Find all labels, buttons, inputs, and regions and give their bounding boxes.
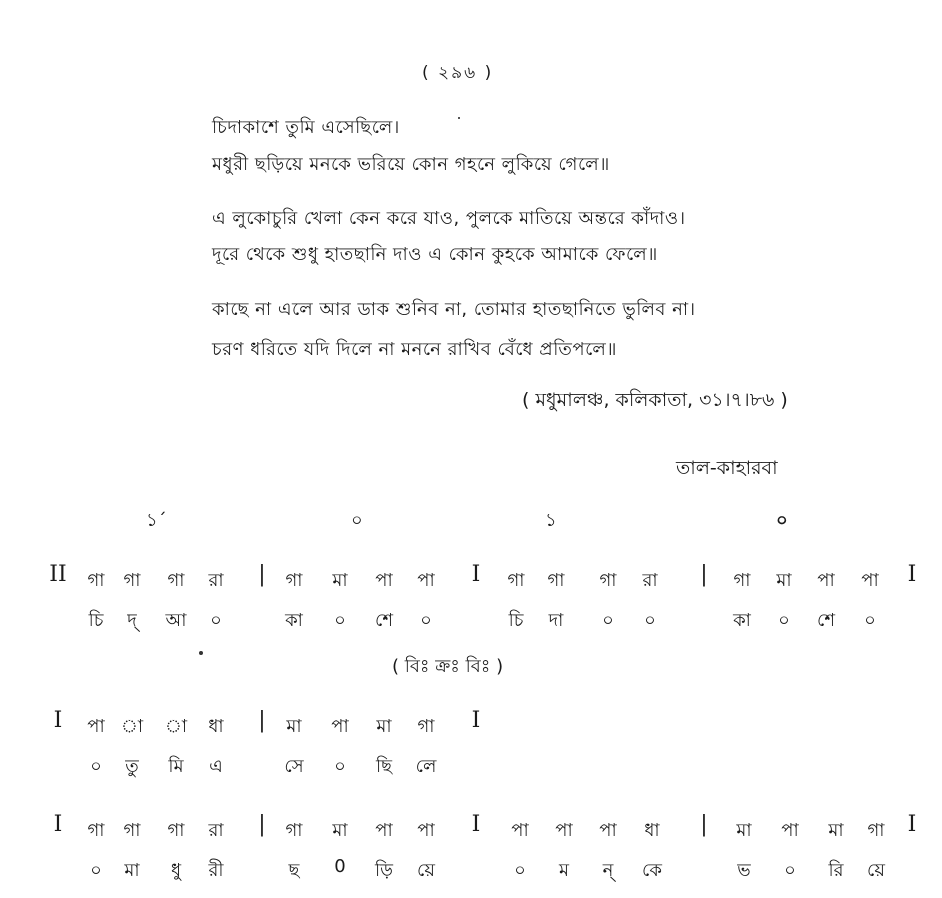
beat-mark-2: ০ [351,510,363,531]
bol-row3-7: ড়ি [375,860,393,881]
swara-row2-5: মা [286,716,302,737]
swara-row1-14: মা [776,570,792,591]
swara-row1-15: পা [817,570,835,591]
lyric-line-1: চিদাকাশে তুমি এসেছিলে। [212,117,400,138]
swara-row3-10: পা [555,820,573,841]
bol-row3-8: য়ে [417,860,435,881]
swara-row2-1: পা [87,716,105,737]
bol-row3-9: ০ [514,860,526,881]
swara-row1-6: মা [332,570,348,591]
swara-row1-13: গা [733,570,751,591]
swara-row3-8: পা [417,820,435,841]
lyric-line-5: কাছে না এলে আর ডাক শুনিব না, তোমার হাতছানিতে ভুলিব না। [212,299,696,320]
bol-row2-3: মি [168,756,184,777]
swara-row3-7: পা [375,820,393,841]
bol-row2-4: এ [209,756,223,777]
page-number: ( ২৯৬ ) [422,63,494,83]
bol-row1-4: ০ [210,610,222,631]
bol-row1-1: চি [88,610,104,631]
swara-row1-2: গা [123,570,141,591]
swara-row1-3: গা [167,570,185,591]
swara-row1-12: রা [642,570,658,591]
swara-row1-16: পা [861,570,879,591]
swara-row3-11: পা [599,820,617,841]
bol-row3-11: ন্ [602,860,614,881]
swara-row3-1: গা [87,820,105,841]
speck [458,117,460,119]
swara-row3-15: মা [828,820,844,841]
barline-row2-2: | [258,708,266,733]
bol-row1-12: ০ [644,610,656,631]
speck-dot [199,651,203,655]
swara-row2-6: পা [331,716,349,737]
swara-row1-5: গা [285,570,303,591]
bol-row3-4: রী [208,860,224,881]
bol-row3-12: কে [642,860,662,881]
swara-row1-8: পা [417,570,435,591]
barline-row3-1: I [53,812,63,837]
barline-row1-1: II [49,562,67,587]
swara-row2-7: মা [376,716,392,737]
barline-row1-3: I [471,562,481,587]
bol-row2-2: তু [125,756,139,777]
barline-row1-4: | [700,562,708,587]
swara-row1-11: গা [599,570,617,591]
bing-note: ( বিঃ ক্রঃ বিঃ ) [392,656,504,677]
barline-row3-2: | [258,812,266,837]
bol-row3-1: ০ [90,860,102,881]
barline-row2-1: I [53,708,63,733]
lyric-line-3: এ লুকোচুরি খেলা কেন করে যাও, পুলকে মাতিয়ে অন্তরে কাঁদাও। [212,208,686,229]
swara-row2-2: া [120,716,144,737]
barline-row3-4: | [700,812,708,837]
bol-row1-15: শে [817,610,835,631]
bol-row3-14: ০ [784,860,796,881]
barline-row1-2: | [258,562,266,587]
bol-row1-3: আ [165,610,187,631]
lyric-line-4: দূরে থেকে শুধু হাতছানি দাও এ কোন কুহকে আমাকে ফেলে॥ [212,244,658,265]
swara-row3-6: মা [332,820,348,841]
swara-row2-8: গা [417,716,435,737]
barline-row2-3: I [471,708,481,733]
tala-label: তাল-কাহারবা [676,457,778,479]
bol-row1-6: ০ [334,610,346,631]
swara-row3-2: গা [123,820,141,841]
beat-mark-4: ০ [776,510,788,531]
swara-row3-13: মা [736,820,752,841]
swara-row1-9: গা [507,570,525,591]
bol-row2-7: ছি [375,756,393,777]
swara-row2-4: ধা [208,716,224,737]
swara-row3-3: গা [167,820,185,841]
swara-row3-12: ধা [644,820,660,841]
bol-row2-8: লে [415,756,437,777]
lyric-line-2: মধুরী ছড়িয়ে মনকে ভরিয়ে কোন গহনে লুকিয়ে গেলে॥ [212,154,610,175]
barline-row1-5: I [907,562,917,587]
bol-row1-9: চি [508,610,524,631]
bol-row1-10: দা [548,610,564,631]
bol-row3-5: ছ [288,860,300,881]
bol-row1-2: দ্ [127,610,137,631]
beat-mark-3: ১ [545,510,557,531]
bol-row3-3: ধু [170,860,182,881]
swara-row3-9: পা [511,820,529,841]
bol-row1-13: কা [733,610,751,631]
bol-row1-7: শে [375,610,393,631]
swara-row2-3: া [164,716,188,737]
swara-row3-14: পা [781,820,799,841]
swara-row3-5: গা [285,820,303,841]
bol-row3-16: য়ে [867,860,885,881]
bol-row1-16: ০ [864,610,876,631]
barline-row3-3: I [471,812,481,837]
swara-row3-4: রা [208,820,224,841]
swara-row1-10: গা [547,570,565,591]
swara-row1-7: পা [375,570,393,591]
bol-row3-2: মা [124,860,140,881]
bol-row3-10: ম [559,860,569,881]
swara-row1-1: গা [87,570,105,591]
lyric-line-6: চরণ ধরিতে যদি দিলে না মননে রাখিব বেঁধে প্রতিপলে॥ [212,339,617,360]
bol-row1-5: কা [285,610,303,631]
composition-credit: ( মধুমালঞ্চ, কলিকাতা, ৩১।৭।৮৬ ) [522,389,788,411]
bol-row3-6: 0 [334,856,346,877]
beat-mark-1: ১´ [146,510,167,531]
bol-row1-11: ০ [602,610,614,631]
bol-row2-5: সে [284,756,304,777]
bol-row1-14: ০ [778,610,790,631]
barline-row3-5: I [907,812,917,837]
bol-row3-13: ভ [737,860,751,881]
swara-row3-16: গা [867,820,885,841]
swara-row1-4: রা [208,570,224,591]
bol-row2-1: ০ [90,756,102,777]
bol-row2-6: ০ [334,756,346,777]
bol-row1-8: ০ [420,610,432,631]
bol-row3-15: রি [828,860,844,881]
